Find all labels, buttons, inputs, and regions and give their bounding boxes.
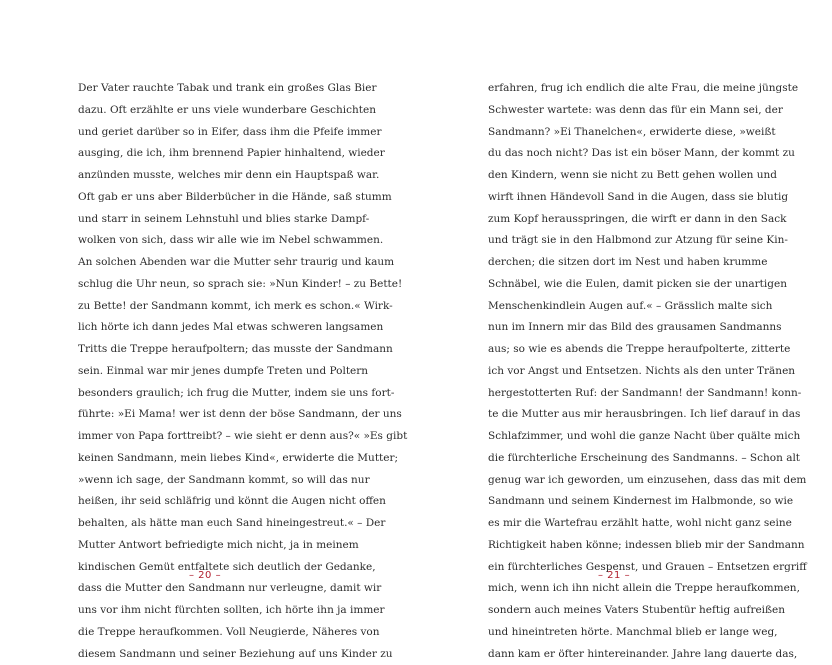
text-line: erfahren, frug ich endlich die alte Frau, die meine jüngste (488, 78, 756, 100)
text-line: ich vor Angst und Entsetzen. Nichts als den unter Tränen (488, 361, 756, 383)
text-line: aus; so wie es abends die Treppe heraufpolterte, zitterte (488, 339, 756, 361)
text-line: heißen, ihr seid schläfrig und könnt die Augen nicht offen (78, 491, 346, 513)
text-line: keinen Sandmann, mein liebes Kind«, erwiderte die Mutter; (78, 448, 346, 470)
text-line: die Treppe heraufkommen. Voll Neugierde, Näheres von (78, 622, 346, 644)
text-line: te die Mutter aus mir herausbringen. Ich lief darauf in das (488, 404, 756, 426)
text-line: zum Kopf herausspringen, die wirft er dann in den Sack (488, 209, 756, 231)
text-line: besonders graulich; ich frug die Mutter, indem sie uns fort- (78, 383, 346, 405)
text-line: du das noch nicht? Das ist ein böser Mann, der kommt zu (488, 143, 756, 165)
text-line: ausging, die ich, ihm brennend Papier hinhaltend, wieder (78, 143, 346, 165)
text-line: lich hörte ich dann jedes Mal etwas schweren langsamen (78, 317, 346, 339)
text-line: immer von Papa forttreibt? – wie sieht er denn aus?« »Es gibt (78, 426, 346, 448)
text-line: Schwester wartete: was denn das für ein Mann sei, der (488, 100, 756, 122)
text-line: nun im Innern mir das Bild des grausamen Sandmanns (488, 317, 756, 339)
text-line: Tritts die Treppe heraufpoltern; das musste der Sandmann (78, 339, 346, 361)
text-line: und starr in seinem Lehnstuhl und blies starke Dampf- (78, 209, 346, 231)
text-line: es mir die Wartefrau erzählt hatte, wohl nicht ganz seine (488, 513, 756, 535)
text-line: anzünden musste, welches mir denn ein Hauptspaß war. (78, 165, 346, 187)
page-number-left: – 20 – (189, 570, 221, 581)
page-number-right: – 21 – (598, 570, 630, 581)
text-line: Sandmann? »Ei Thanelchen«, erwiderte diese, »weißt (488, 122, 756, 144)
text-line: Oft gab er uns aber Bilderbücher in die Hände, saß stumm (78, 187, 346, 209)
text-line: diesem Sandmann und seiner Beziehung auf uns Kinder zu (78, 644, 346, 665)
text-line: behalten, als hätte man euch Sand hineingestreut.« – Der (78, 513, 346, 535)
text-line: und geriet darüber so in Eifer, dass ihm die Pfeife immer (78, 122, 346, 144)
text-line: und trägt sie in den Halbmond zur Atzung für seine Kin- (488, 230, 756, 252)
text-line: wolken von sich, dass wir alle wie im Nebel schwammen. (78, 230, 346, 252)
text-line: An solchen Abenden war die Mutter sehr traurig und kaum (78, 252, 346, 274)
text-line: Richtigkeit haben könne; indessen blieb mir der Sandmann (488, 535, 756, 557)
text-line: genug war ich geworden, um einzusehen, dass das mit dem (488, 470, 756, 492)
text-line: dann kam er öfter hintereinander. Jahre lang dauerte das, (488, 644, 756, 665)
text-line: und hineintreten hörte. Manchmal blieb er lange weg, (488, 622, 756, 644)
text-line: Der Vater rauchte Tabak und trank ein großes Glas Bier (78, 78, 346, 100)
text-line: zu Bette! der Sandmann kommt, ich merk es schon.« Wirk- (78, 296, 346, 318)
text-line: derchen; die sitzen dort im Nest und haben krumme (488, 252, 756, 274)
text-line: Menschenkindlein Augen auf.« – Grässlich malte sich (488, 296, 756, 318)
text-line: die fürchterliche Erscheinung des Sandmanns. – Schon alt (488, 448, 756, 470)
text-line: den Kindern, wenn sie nicht zu Bett gehen wollen und (488, 165, 756, 187)
text-line: dazu. Oft erzählte er uns viele wunderbare Geschichten (78, 100, 346, 122)
text-line: dass die Mutter den Sandmann nur verleugne, damit wir (78, 578, 346, 600)
text-line: »wenn ich sage, der Sandmann kommt, so will das nur (78, 470, 346, 492)
text-line: Schnäbel, wie die Eulen, damit picken sie der unartigen (488, 274, 756, 296)
text-line: hergestotterten Ruf: der Sandmann! der Sandmann! konn- (488, 383, 756, 405)
text-line: kindischen Gemüt entfaltete sich deutlich der Gedanke, (78, 557, 346, 579)
text-line: Mutter Antwort befriedigte mich nicht, ja in meinem (78, 535, 346, 557)
text-line: ein fürchterliches Gespenst, und Grauen – Entsetzen ergriff (488, 557, 756, 579)
text-line: Schlafzimmer, und wohl die ganze Nacht über quälte mich (488, 426, 756, 448)
text-line: sein. Einmal war mir jenes dumpfe Treten und Poltern (78, 361, 346, 383)
text-line: schlug die Uhr neun, so sprach sie: »Nun Kinder! – zu Bette! (78, 274, 346, 296)
text-line: sondern auch meines Vaters Stubentür heftig aufreißen (488, 600, 756, 622)
text-line: mich, wenn ich ihn nicht allein die Treppe heraufkommen, (488, 578, 756, 600)
text-line: Sandmann und seinem Kindernest im Halbmonde, so wie (488, 491, 756, 513)
text-line: uns vor ihm nicht fürchten sollten, ich hörte ihn ja immer (78, 600, 346, 622)
text-line: wirft ihnen Händevoll Sand in die Augen, dass sie blutig (488, 187, 756, 209)
text-line: führte: »Ei Mama! wer ist denn der böse Sandmann, der uns (78, 404, 346, 426)
